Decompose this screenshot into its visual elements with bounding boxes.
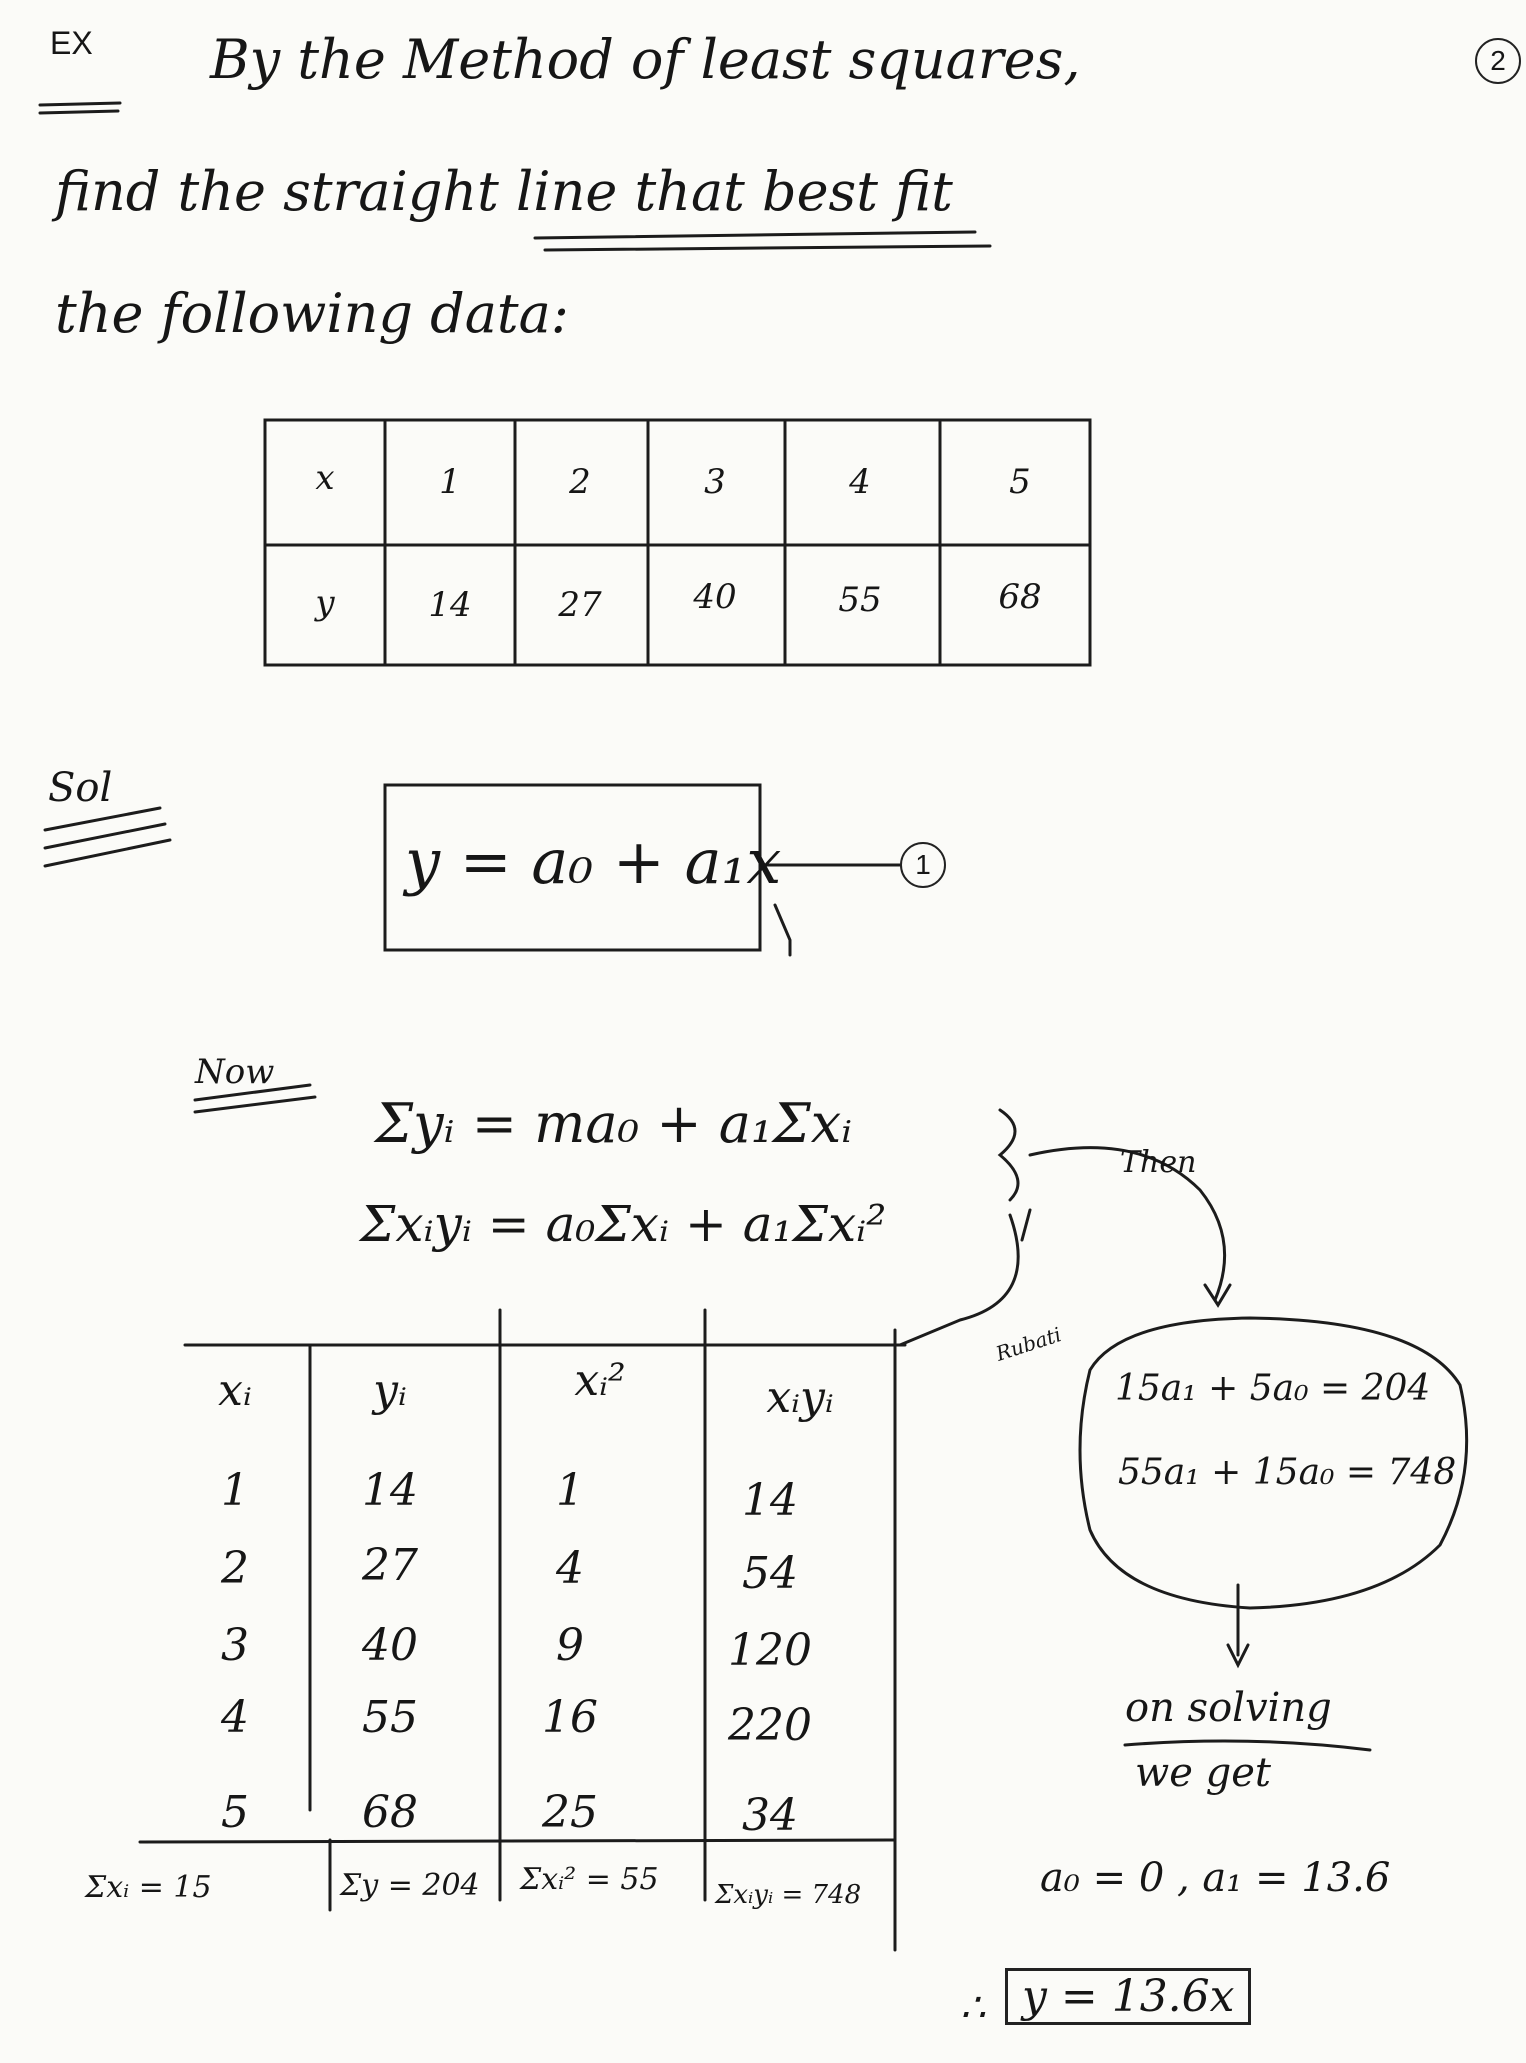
data-table-x-label: x	[315, 458, 335, 498]
example-label: EX	[50, 25, 93, 61]
data-x-cell: 3	[704, 462, 726, 502]
model-equation: y = a₀ + a₁x	[405, 825, 782, 898]
problem-line-2: find the straight line that best fit	[55, 160, 953, 223]
straight-underline	[535, 232, 975, 238]
sums-cell: 14	[742, 1475, 798, 1526]
sums-cell: 68	[362, 1787, 418, 1838]
solving-text-2: we get	[1135, 1750, 1271, 1796]
author-signature: Rubati	[992, 1322, 1065, 1366]
then-label: Then	[1120, 1145, 1197, 1180]
sum-y: Σy = 204	[340, 1868, 480, 1903]
side-arrow-tick	[1022, 1210, 1030, 1240]
sums-cell: 3	[221, 1620, 249, 1671]
sums-header-yi: yᵢ	[373, 1365, 407, 1416]
sums-cell: 54	[742, 1548, 798, 1599]
normal-equation-2: Σxᵢyᵢ = a₀Σxᵢ + a₁Σxᵢ²	[360, 1195, 887, 1253]
sums-cell: 14	[362, 1465, 418, 1516]
sum-x-squared: Σxᵢ² = 55	[520, 1862, 659, 1897]
normal-equation-1: Σyᵢ = ma₀ + a₁Σxᵢ	[375, 1092, 853, 1155]
sums-cell: 9	[556, 1620, 584, 1671]
data-y-cell: 55	[838, 580, 882, 620]
sums-cell: 27	[362, 1540, 418, 1591]
data-table-y-label: y	[315, 583, 335, 623]
solution-label: Sol	[48, 765, 113, 811]
equation-number-circle: 1	[900, 842, 946, 888]
data-y-cell: 14	[428, 585, 472, 625]
sum-x: Σxᵢ = 15	[85, 1870, 212, 1905]
data-table-grid	[265, 420, 1090, 665]
solving-underline	[1125, 1741, 1370, 1750]
system-equation-2: 55a₁ + 15a₀ = 748	[1118, 1452, 1457, 1493]
data-y-cell: 40	[693, 577, 737, 617]
data-y-cell: 68	[998, 577, 1042, 617]
final-equation-box: y = 13.6x	[1005, 1968, 1251, 2025]
data-x-cell: 5	[1009, 462, 1031, 502]
sums-cell: 1	[221, 1465, 249, 1516]
sol-underline	[45, 808, 160, 830]
problem-line-3: the following data:	[55, 282, 570, 345]
data-x-cell: 2	[569, 462, 591, 502]
system-equation-1: 15a₁ + 5a₀ = 204	[1115, 1368, 1431, 1409]
sums-cell: 40	[362, 1620, 418, 1671]
ex-underline-2	[40, 111, 118, 113]
ex-underline	[40, 103, 120, 105]
sums-header-xi: xᵢ	[218, 1365, 252, 1416]
now-underline-2	[195, 1097, 315, 1112]
sums-cell: 55	[362, 1692, 418, 1743]
straight-underline-2	[545, 246, 990, 250]
coefficient-values: a₀ = 0 , a₁ = 13.6	[1040, 1855, 1391, 1901]
page-number-circle: 2	[1475, 38, 1521, 84]
solving-text-1: on solving	[1125, 1685, 1332, 1731]
sum-xy: Σxᵢyᵢ = 748	[715, 1880, 862, 1910]
therefore-symbol: ∴	[960, 1985, 986, 2031]
data-x-cell: 4	[849, 462, 871, 502]
box-tail	[775, 905, 790, 955]
sums-cell: 120	[728, 1625, 812, 1676]
now-label: Now	[195, 1052, 275, 1092]
sums-cell: 34	[742, 1790, 798, 1841]
problem-line-1: By the Method of least squares,	[210, 28, 1081, 91]
sums-cell: 25	[542, 1787, 598, 1838]
sums-cell: 4	[556, 1543, 584, 1594]
brace	[1000, 1110, 1018, 1200]
sums-cell: 2	[221, 1543, 249, 1594]
side-arrow	[900, 1215, 1018, 1345]
data-x-cell: 1	[439, 462, 461, 502]
sums-cell: 16	[542, 1692, 598, 1743]
data-y-cell: 27	[558, 585, 602, 625]
sums-header-xiyi: xᵢyᵢ	[766, 1372, 834, 1423]
sums-cell: 220	[728, 1700, 812, 1751]
sums-cell: 1	[556, 1465, 584, 1516]
sums-cell: 4	[221, 1692, 249, 1743]
sums-header-xi2: xᵢ²	[574, 1355, 626, 1406]
sums-cell: 5	[221, 1787, 249, 1838]
